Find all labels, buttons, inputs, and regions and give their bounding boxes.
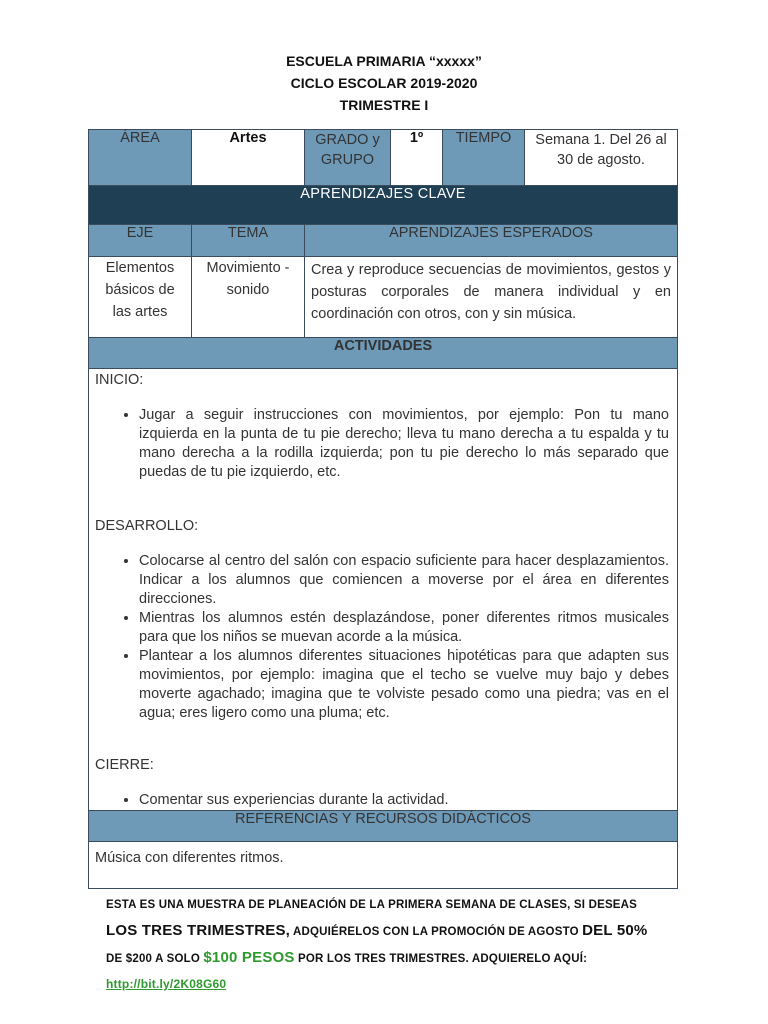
eje-line: Elementos bbox=[105, 260, 175, 276]
promo-text: POR LOS TRES TRIMESTRES. ADQUIERELO AQUÍ: bbox=[294, 953, 588, 965]
referencias-title: REFERENCIAS Y RECURSOS DIDÁCTICOS bbox=[89, 811, 678, 842]
trimester-title: TRIMESTRE I bbox=[339, 97, 429, 113]
cierre-label: CIERRE: bbox=[95, 757, 154, 773]
aprendizajes-clave-band: APRENDIZAJES CLAVE bbox=[89, 186, 678, 225]
promo-text: DE $200 A SOLO bbox=[106, 953, 204, 965]
inicio-list bbox=[95, 406, 669, 482]
eje-line: las artes bbox=[112, 304, 168, 320]
inicio-label: INICIO: bbox=[95, 372, 144, 388]
tema-cell bbox=[192, 257, 305, 338]
col-tema: TEMA bbox=[192, 225, 305, 257]
tiempo-value-line2: 30 de agosto. bbox=[557, 152, 645, 168]
school-cycle: CICLO ESCOLAR 2019-2020 bbox=[290, 75, 478, 91]
promo-price: $100 PESOS bbox=[203, 949, 295, 966]
tema-line: Movimiento - bbox=[206, 260, 290, 276]
grado-label-line1: GRADO y bbox=[315, 132, 380, 148]
tema-line: sonido bbox=[226, 282, 270, 298]
desarrollo-list bbox=[95, 552, 669, 723]
list-item: • Colocarse al centro del salón con espacio suficiente para hacer desplazamientos. Indicar a los alumnos que comiencen a moverse por el área en diferentes direcciones. bbox=[139, 552, 669, 609]
lesson-plan-table bbox=[88, 129, 678, 889]
list-item: • Mientras los alumnos estén desplazándose, poner diferentes ritmos musicales para que los niños se muevan acorde a la música. bbox=[139, 609, 669, 647]
cierre-list bbox=[95, 791, 669, 810]
promo-banner bbox=[106, 893, 666, 998]
tiempo-label: TIEMPO bbox=[443, 130, 525, 186]
promo-highlight: LOS TRES TRIMESTRES, bbox=[106, 922, 291, 939]
tiempo-value-line1: Semana 1. Del 26 al bbox=[535, 132, 667, 148]
desarrollo-label: DESARROLLO: bbox=[95, 518, 199, 534]
promo-link[interactable]: http://bit.ly/2K08G60 bbox=[106, 977, 227, 991]
grado-label bbox=[305, 130, 391, 186]
grado-label-line2: GRUPO bbox=[320, 152, 375, 168]
col-esperados: APRENDIZAJES ESPERADOS bbox=[305, 225, 678, 257]
document-header bbox=[0, 50, 768, 116]
area-label: ÁREA bbox=[89, 130, 192, 186]
referencias-text: Música con diferentes ritmos. bbox=[89, 842, 678, 889]
info-row bbox=[89, 130, 678, 186]
promo-text: ADQUIÉRELOS CON LA PROMOCIÓN DE AGOSTO bbox=[290, 926, 583, 938]
column-header-row bbox=[89, 225, 678, 257]
eje-line: básicos de bbox=[105, 282, 175, 298]
promo-discount: DEL 50% bbox=[582, 922, 648, 939]
actividades-body bbox=[89, 369, 678, 811]
area-value: Artes bbox=[192, 130, 305, 186]
eje-cell bbox=[89, 257, 192, 338]
list-item: • Jugar a seguir instrucciones con movimientos, por ejemplo: Pon tu mano izquierda en la punta de tu pie derecho; lleva tu mano derecha a tu espalda y tu mano derecha a la rodilla izquierda; pon tu pie derecho lo más separado que puedas de tu pie izquierdo, etc. bbox=[139, 406, 669, 482]
list-item: • Comentar sus experiencias durante la actividad. bbox=[139, 791, 669, 810]
list-item: • Plantear a los alumnos diferentes situaciones hipotéticas para que adapten sus movimientos, por ejemplo: imagina que el techo se vuelve muy bajo y debes moverte agachado; imagina que te volviste pesado como una piedra; vas en el agua; eres ligero como una pluma; etc. bbox=[139, 647, 669, 723]
esperado-cell: Crea y reproduce secuencias de movimientos, gestos y posturas corporales de manera individual y en coordinación con otros, con y sin música. bbox=[305, 257, 678, 338]
school-name: ESCUELA PRIMARIA “xxxxx” bbox=[286, 53, 482, 69]
grado-value: 1º bbox=[391, 130, 443, 186]
actividades-title: ACTIVIDADES bbox=[89, 338, 678, 369]
col-eje: EJE bbox=[89, 225, 192, 257]
tiempo-value bbox=[525, 130, 678, 186]
promo-text: ESTA ES UNA MUESTRA DE PLANEACIÓN DE LA PRIMERA SEMANA DE CLASES, SI DESEAS bbox=[106, 899, 638, 911]
content-row bbox=[89, 257, 678, 338]
